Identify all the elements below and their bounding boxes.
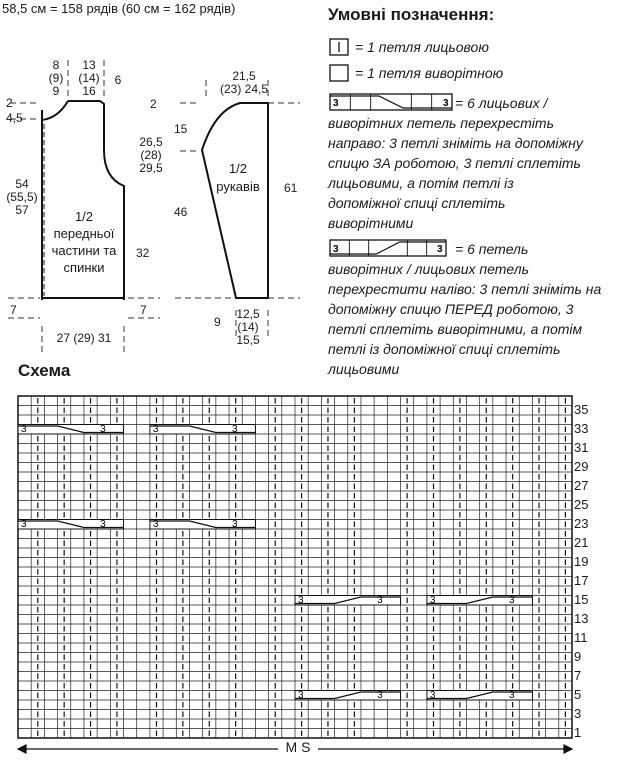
row-number: 21 xyxy=(574,535,589,551)
chart-footer-ms: M S xyxy=(278,741,318,754)
row-number: 35 xyxy=(574,402,589,418)
legend-cable-right-line-6: допоміжної спиці сплетіть xyxy=(328,195,506,211)
sleeve-top-b: (23) 24,5 xyxy=(219,82,269,96)
legend-cable-left-line-5: петлі сплетіть виворітними, а потім xyxy=(328,321,583,337)
sleeve-right-61: 61 xyxy=(284,181,298,195)
cable-number: 3 xyxy=(232,519,238,530)
body-right-bottom: 7 xyxy=(140,303,147,317)
row-number: 9 xyxy=(574,649,582,665)
row-number: 23 xyxy=(574,516,589,532)
row-number: 1 xyxy=(574,725,582,741)
cable-number: 3 xyxy=(298,595,304,606)
legend-cable-right-line-3: направо: 3 петлі зніміть на допоміжну xyxy=(328,135,583,151)
body-left-top-a: 2 xyxy=(6,96,13,110)
sleeve-left-46: 46 xyxy=(174,205,188,219)
body-width: 27 (29) 31 xyxy=(56,331,112,345)
row-number: 29 xyxy=(574,459,589,475)
legend-cable-left-line-2: виворітних / лицьових петель xyxy=(328,261,529,277)
legend-cable-left-line-7: лицьовими xyxy=(328,361,400,377)
body-top-measure-1b: (9) xyxy=(48,71,64,85)
row-number: 19 xyxy=(574,554,589,570)
sleeve-left-cap-c: 29,5 xyxy=(139,161,163,175)
body-guides xyxy=(8,60,160,354)
row-number: 7 xyxy=(574,668,582,684)
body-label-4: спинки xyxy=(63,260,105,275)
chart-ms-marker xyxy=(18,745,572,753)
legend-cable-left-line-3: перехрестити наліво: 3 петлі зніміть на xyxy=(328,281,602,297)
legend-cable-right-line-5: лицьовими, а потім петлі із xyxy=(328,175,514,191)
legend-cable-left-line-1: = 6 петель xyxy=(455,241,529,257)
sleeve-label-2: рукавів xyxy=(216,179,260,194)
legend-cable-right-line-4: спицю ЗА роботою, 3 петлі сплетіть xyxy=(328,155,581,171)
cable-number: 3 xyxy=(509,690,515,701)
legend-cable-right-line-1: = 6 лицьових / xyxy=(455,95,548,111)
sleeve-left-cap-a: 26,5 xyxy=(139,135,163,149)
row-number: 15 xyxy=(574,592,589,608)
cable-number: 3 xyxy=(509,595,515,606)
legend-purl-symbol xyxy=(330,65,348,81)
row-number: 5 xyxy=(574,687,582,703)
row-number: 17 xyxy=(574,573,589,589)
body-left-side-b: (55,5) xyxy=(6,190,38,204)
row-number: 27 xyxy=(574,478,589,494)
body-top-measure-2b: (14) xyxy=(78,71,100,85)
cable-number: 3 xyxy=(152,424,159,435)
body-label-2: передньої xyxy=(53,226,115,241)
sleeve-bottom-c: 15,5 xyxy=(236,333,260,347)
sleeve-bottom-left: 9 xyxy=(214,315,221,329)
row-number: 31 xyxy=(574,440,589,456)
body-top-measure-1c: 9 xyxy=(52,84,60,98)
row-number: 13 xyxy=(574,611,589,627)
legend-cable-left-line-6: петлі із допоміжної спиці сплетіть xyxy=(328,341,561,357)
cable-number: 3 xyxy=(21,519,27,530)
cable-number: 3 xyxy=(333,98,339,109)
legend-purl-text: = 1 петля виворітною xyxy=(355,65,504,81)
body-left-bottom: 7 xyxy=(10,303,17,317)
legend-knit-symbol xyxy=(330,39,348,55)
sleeve-piece-outline xyxy=(202,103,268,298)
legend-cable-left-line-4: допоміжну спицю ПЕРЕД роботою, 3 xyxy=(328,301,574,317)
cable-number: 3 xyxy=(429,690,436,701)
row-number: 25 xyxy=(574,497,589,513)
body-left-top-b: 4,5 xyxy=(6,111,23,125)
legend-title: Умовні позначення: xyxy=(328,5,495,24)
body-left-side-c: 57 xyxy=(15,203,29,217)
gauge-note: 58,5 см = 158 рядів (60 см = 162 рядів) xyxy=(2,1,236,16)
cable-number: 3 xyxy=(152,519,159,530)
cable-number: 3 xyxy=(437,244,443,255)
cable-number: 3 xyxy=(21,424,27,435)
sleeve-bottom-a: 12,5 xyxy=(236,307,260,321)
legend-cable-right-line-2: виворітних петель перехрестіть xyxy=(328,115,554,131)
chart-title: Схема xyxy=(18,361,71,380)
legend-cable-right-line-7: виворітними xyxy=(328,215,414,231)
sleeve-left-15: 15 xyxy=(174,122,188,136)
stitch-chart-grid xyxy=(18,396,572,738)
body-left-side-a: 54 xyxy=(15,177,29,191)
sleeve-bottom-b: (14) xyxy=(237,320,259,334)
cable-number: 3 xyxy=(100,519,106,530)
cable-number: 3 xyxy=(429,595,436,606)
body-top-measure-2c: 16 xyxy=(82,84,96,98)
legend-cable-right-symbol xyxy=(330,94,452,110)
cable-number: 3 xyxy=(377,690,383,701)
sleeve-left-cap-b: (28) xyxy=(140,148,162,162)
sleeve-label-1: 1/2 xyxy=(228,161,248,176)
sleeve-top-a: 21,5 xyxy=(232,69,256,83)
cable-number: 3 xyxy=(377,595,383,606)
row-number: 11 xyxy=(574,630,588,646)
body-top-measure-2a: 13 xyxy=(82,58,96,72)
cable-number: 3 xyxy=(298,690,304,701)
row-number: 33 xyxy=(574,421,589,437)
body-piece-outline xyxy=(42,101,124,300)
cable-number: 3 xyxy=(100,424,106,435)
cable-number: 3 xyxy=(443,98,449,109)
cable-number: 3 xyxy=(333,244,339,255)
cable-number: 3 xyxy=(232,424,238,435)
body-top-measure-3: 6 xyxy=(114,73,122,87)
body-label-1: 1/2 xyxy=(74,209,94,224)
body-right-mid: 32 xyxy=(136,246,150,260)
row-number: 3 xyxy=(574,706,582,722)
sleeve-left-top: 2 xyxy=(150,97,157,111)
legend-knit-text: = 1 петля лицьовою xyxy=(355,39,489,55)
legend-cable-left-symbol xyxy=(330,240,446,256)
body-label-3: частини та xyxy=(51,243,117,258)
body-top-measure-1a: 8 xyxy=(52,58,60,72)
